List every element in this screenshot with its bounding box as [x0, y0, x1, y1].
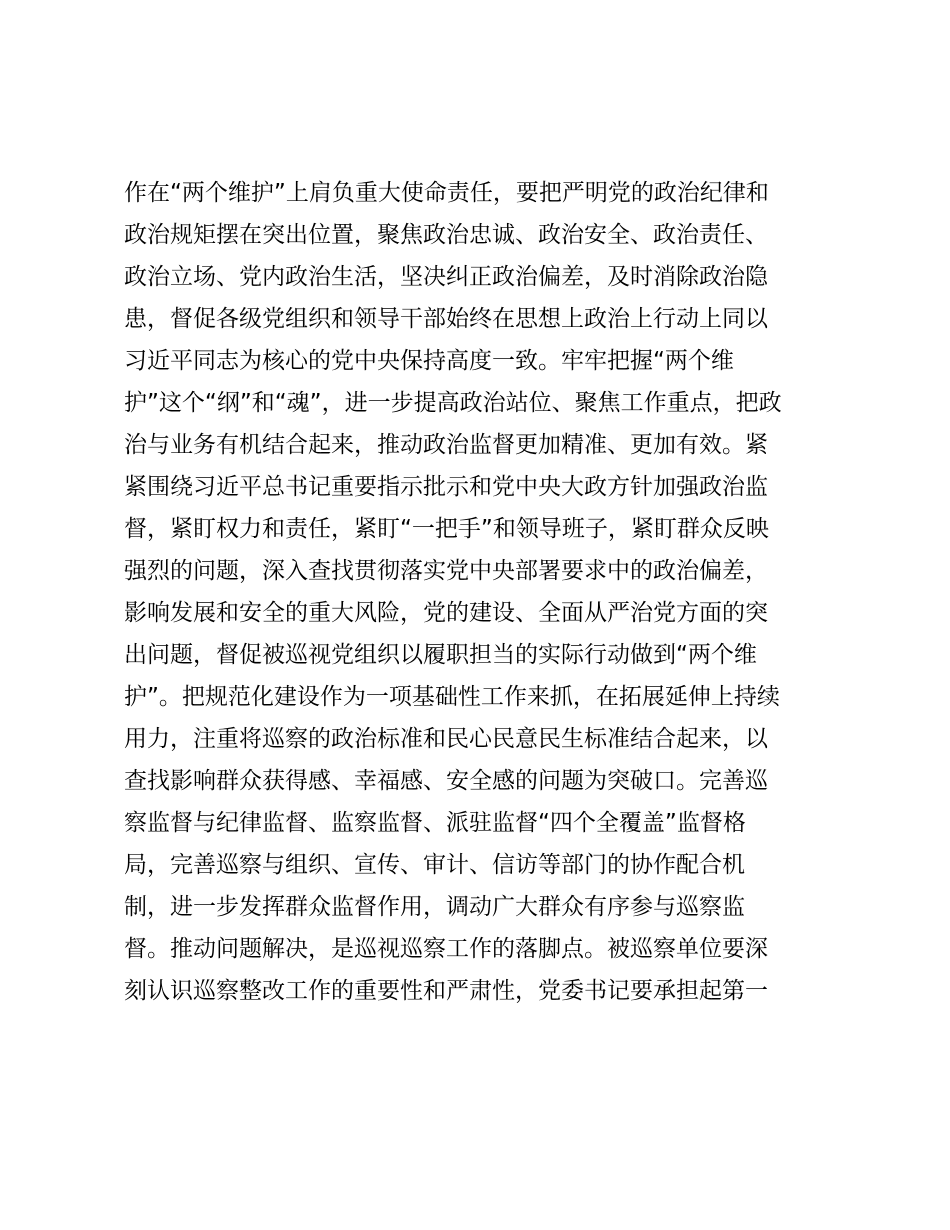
text-line: 政治立场、党内政治生活，坚决纠正政治偏差，及时消除政治隐: [124, 264, 768, 290]
text-line: 患，督促各级党组织和领导干部始终在思想上政治上行动上同以: [124, 306, 768, 332]
text-line: 强烈的问题，深入查找贯彻落实党中央部署要求中的政治偏差，: [124, 558, 768, 584]
text-line: 政治规矩摆在突出位置，聚焦政治忠诚、政治安全、政治责任、: [124, 222, 768, 248]
text-line: 作在“两个维护”上肩负重大使命责任，要把严明党的政治纪律和: [124, 180, 769, 206]
body-paragraph: [124, 172, 844, 1012]
text-line: 护”。把规范化建设作为一项基础性工作来抓，在拓展延伸上持续: [124, 684, 780, 710]
text-line: 查找影响群众获得感、幸福感、安全感的问题为突破口。完善巡: [124, 768, 768, 794]
text-line: 察监督与纪律监督、监察监督、派驻监督“四个全覆盖”监督格: [124, 810, 746, 836]
text-line: 督。推动问题解决，是巡视巡察工作的落脚点。被巡察单位要深: [124, 936, 768, 962]
text-line: 习近平同志为核心的党中央保持高度一致。牢牢把握“两个维: [124, 348, 734, 374]
text-line: 紧围绕习近平总书记重要指示批示和党中央大政方针加强政治监: [124, 474, 768, 500]
text-line: 督，紧盯权力和责任，紧盯“一把手”和领导班子，紧盯群众反映: [124, 516, 769, 542]
text-line: 用力，注重将巡察的政治标准和民心民意民生标准结合起来，以: [124, 726, 768, 752]
text-line: 治与业务有机结合起来，推动政治监督更加精准、更加有效。紧: [124, 432, 768, 458]
text-line: 局，完善巡察与组织、宣传、审计、信访等部门的协作配合机: [124, 852, 745, 878]
text-line: 护”这个“纲”和“魂”，进一步提高政治站位、聚焦工作重点，把政: [124, 390, 782, 416]
text-line: 制，进一步发挥群众监督作用，调动广大群众有序参与巡察监: [124, 894, 745, 920]
text-line: 刻认识巡察整改工作的重要性和严肃性，党委书记要承担起第一: [124, 978, 768, 1004]
text-line: 出问题，督促被巡视党组织以履职担当的实际行动做到“两个维: [124, 642, 757, 668]
text-line: 影响发展和安全的重大风险，党的建设、全面从严治党方面的突: [124, 600, 768, 626]
